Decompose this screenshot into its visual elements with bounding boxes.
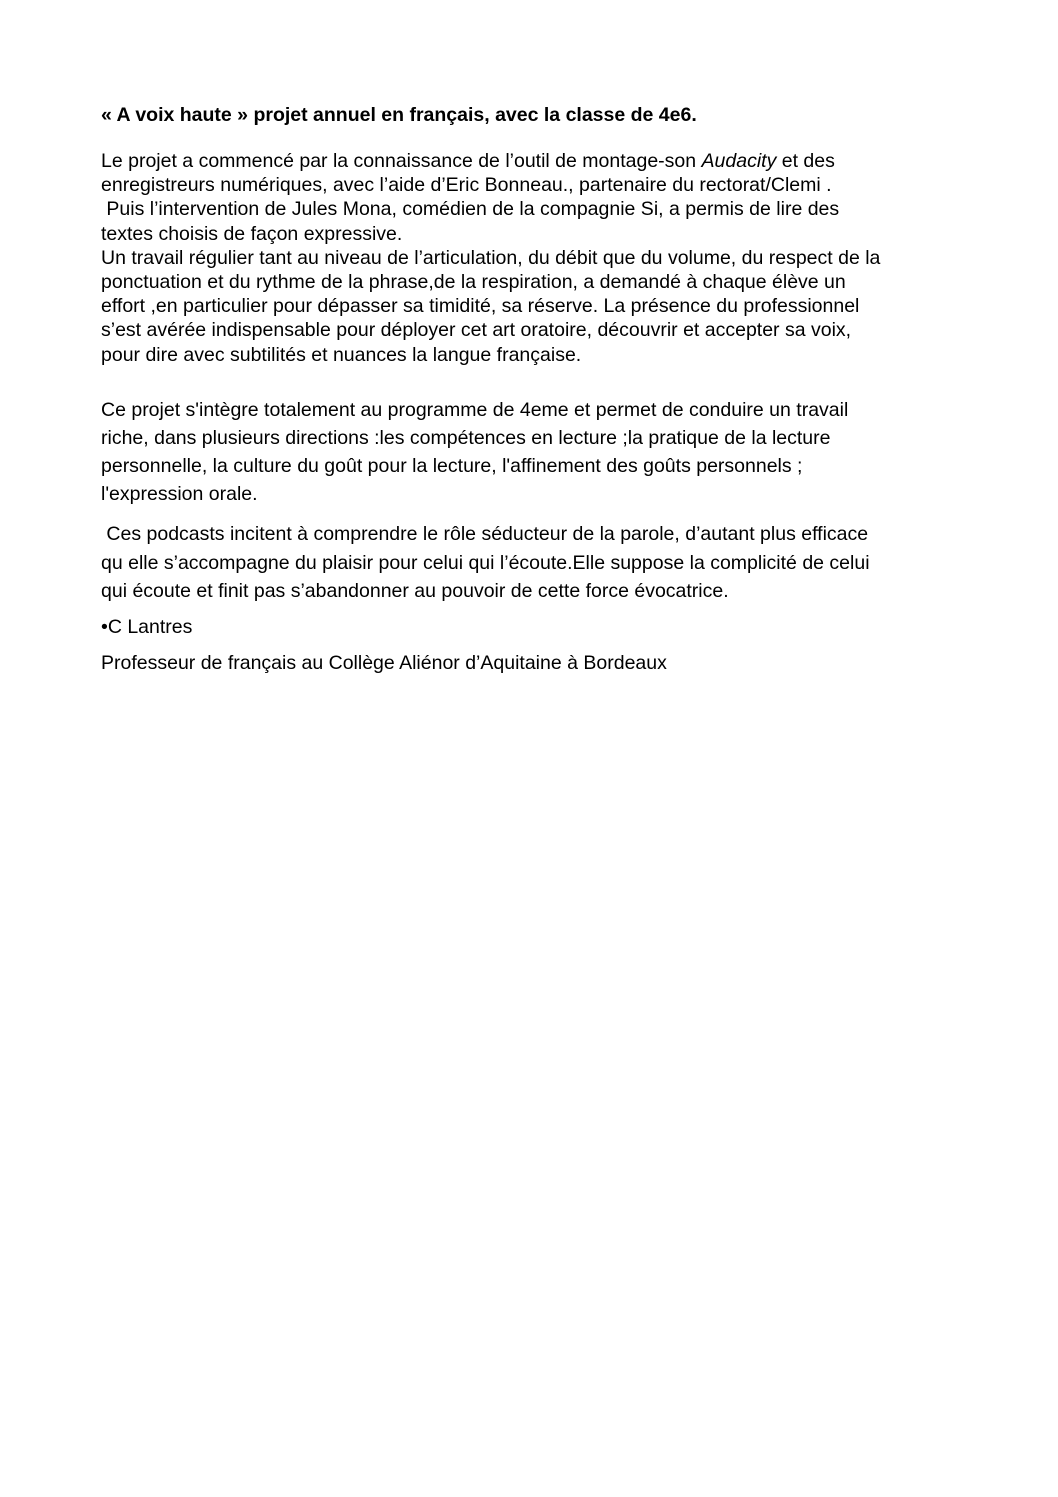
paragraph-line: s’est avérée indispensable pour déployer cet art oratoire, découvrir et accepter sa voix, (101, 319, 852, 342)
signature-name: •C Lantres (101, 616, 193, 638)
paragraph-intro (101, 149, 1001, 367)
paragraph-line: qu elle s’accompagne du plaisir pour celui qui l’écoute.Elle suppose la complicité de celui (101, 551, 870, 574)
signature-role: Professeur de français au Collège Aliénor d’Aquitaine à Bordeaux (101, 652, 667, 674)
paragraph-line: pour dire avec subtilités et nuances la langue française. (101, 343, 582, 366)
text-run: et des (776, 150, 835, 172)
paragraph-line: Un travail régulier tant au niveau de l’articulation, du débit que du volume, du respect de la (101, 246, 881, 269)
paragraph-line: riche, dans plusieurs directions :les compétences en lecture ;la pratique de la lecture (101, 427, 831, 449)
paragraph-line: effort ,en particulier pour dépasser sa timidité, sa réserve. La présence du professionnel (101, 295, 860, 318)
paragraph-podcasts (101, 520, 1001, 606)
document-title: « A voix haute » projet annuel en français, avec la classe de 4e6. (101, 104, 697, 126)
paragraph-line: Puis l’intervention de Jules Mona, comédien de la compagnie Si, a permis de lire des (101, 198, 840, 221)
paragraph-line: Ce projet s'intègre totalement au programme de 4eme et permet de conduire un travail (101, 399, 849, 421)
software-name: Audacity (701, 150, 777, 172)
paragraph-line: textes choisis de façon expressive. (101, 222, 403, 245)
paragraph-program (101, 396, 1001, 508)
paragraph-line: personnelle, la culture du goût pour la lecture, l'affinement des goûts personnels ; (101, 455, 803, 477)
paragraph-line (101, 149, 1001, 173)
paragraph-line: enregistreurs numériques, avec l’aide d’Eric Bonneau., partenaire du rectorat/Clemi . (101, 174, 832, 197)
paragraph-line: l'expression orale. (101, 483, 258, 505)
paragraph-line: ponctuation et du rythme de la phrase,de la respiration, a demandé à chaque élève un (101, 271, 846, 294)
text-run: Le projet a commencé par la connaissance de l’outil de montage-son (101, 150, 702, 172)
paragraph-line: qui écoute et finit pas s’abandonner au pouvoir de cette force évocatrice. (101, 580, 729, 602)
paragraph-line: Ces podcasts incitent à comprendre le rôle séducteur de la parole, d’autant plus efficace (101, 523, 869, 545)
